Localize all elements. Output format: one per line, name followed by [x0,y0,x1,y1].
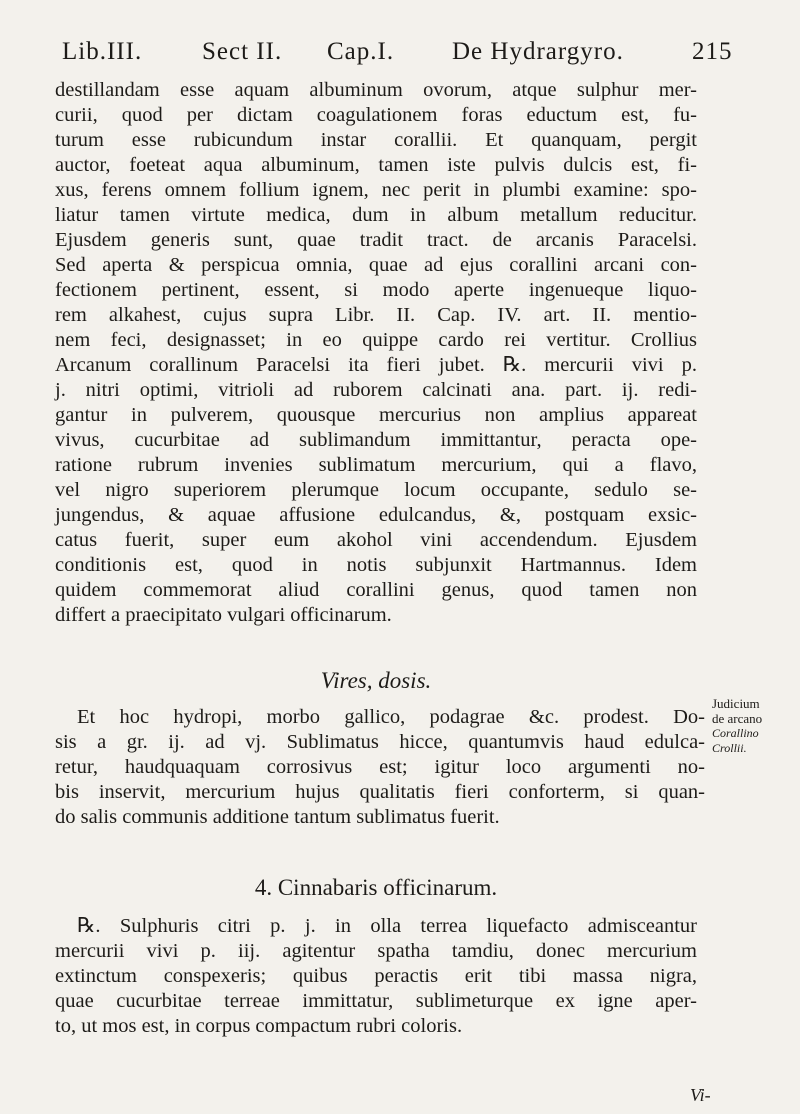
running-header [52,38,732,72]
text-line: curii, quod per dictam coagulationem foras eductum est, fu- [55,104,697,126]
header-section: Sect II. [202,38,283,65]
text-line: turum esse rubicundum instar corallii. Et quanquam, pergit [55,129,697,151]
text-line: Ejusdem generis sunt, quae tradit tract. de arcanis Paracelsi. [55,229,697,251]
text-line: quae cucurbitae terreae immittatur, sublimeturque ex igne aper- [55,990,697,1012]
catchword: Vi- [690,1085,711,1105]
text-line: ratione rubrum invenies sublimatum mercurium, qui a flavo, [55,454,697,476]
text-line: to, ut mos est, in corpus compactum rubri coloris. [55,1015,463,1037]
header-book: Lib.III. [62,38,143,65]
text-line: mercurii vivi p. iij. agitentur spatha tamdiu, donec mercurium [55,940,697,962]
margin-note-line: Corallino [712,726,759,740]
margin-note-line: Crollii. [712,741,747,755]
text-line: liatur tamen virtute medica, dum in album metallum reducitur. [55,204,697,226]
text-line: ℞. Sulphuris citri p. j. in olla terrea liquefacto admisceantur [77,915,697,937]
margin-note [712,696,792,756]
text-line: vel nigro superiorem plerumque locum occupante, sedulo se- [55,479,697,501]
text-line: gantur in pulverem, quousque mercurius non amplius appareat [55,404,697,426]
paragraph-1 [55,78,697,628]
text-line: Et hoc hydropi, morbo gallico, podagrae &c. prodest. Do- [77,706,705,728]
text-line: fectionem pertinent, essent, si modo aperte ingenueque liquo- [55,279,697,301]
text-line: j. nitri optimi, vitrioli ad ruborem calcinati ana. part. ij. redi- [55,379,697,401]
text-line: bis inservit, mercurium hujus qualitatis fieri conforterm, si quan- [55,781,705,803]
text-line: Arcanum corallinum Paracelsi ita fieri jubet. ℞. mercurii vivi p. [55,354,697,376]
paragraph-2 [55,705,705,830]
margin-note-line: de arcano [712,711,763,726]
text-line: xus, ferens omnem follium ignem, nec perit in plumbi examine: spo- [55,179,697,201]
header-topic: De Hydrargyro. [452,38,624,65]
text-line: catus fuerit, super eum akohol vini accendendum. Ejusdem [55,529,697,551]
text-line: sis a gr. ij. ad vj. Sublimatus hicce, quantumvis haud edulca- [55,731,705,753]
text-line: jungendus, & aquae affusione edulcandus, &, postquam exsic- [55,504,697,526]
text-line: conditionis est, quod in notis subjunxit Hartmannus. Idem [55,554,697,576]
text-line: Sed aperta & perspicua omnia, quae ad ejus corallini arcani con- [55,254,697,276]
text-line: differt a praecipitato vulgari officinarum. [55,604,392,626]
text-line: destillandam esse aquam albuminum ovorum, atque sulphur mer- [55,79,697,101]
section-heading: Vires, dosis. [320,668,432,693]
paragraph-3 [55,914,697,1039]
text-line: nem feci, designasset; in eo quippe cardo rei vertitur. Crollius [55,329,697,351]
header-chapter: Cap.I. [327,38,395,65]
text-line: quidem commemorat aliud corallini genus, quod tamen non [55,579,697,601]
text-line: auctor, foeteat aqua albuminum, tamen iste pulvis dulcis est, fi- [55,154,697,176]
margin-note-line: Judicium [712,696,760,711]
text-line: do salis communis additione tantum sublimatus fuerit. [55,806,500,828]
text-line: rem alkahest, cujus supra Libr. II. Cap. IV. art. II. mentio- [55,304,697,326]
text-line: extinctum conspexeris; quibus peractis erit tibi massa nigra, [55,965,697,987]
subsection-heading: 4. Cinnabaris officinarum. [254,875,498,900]
page-number: 215 [692,38,733,65]
text-line: vivus, cucurbitae ad sublimandum immittantur, peracta ope- [55,429,697,451]
text-line: retur, haudquaquam corrosivus est; igitur loco argumenti no- [55,756,705,778]
